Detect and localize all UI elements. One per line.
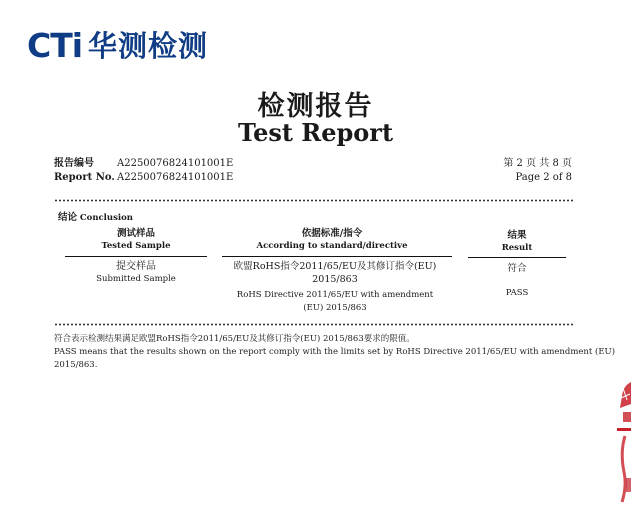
report-number-value-cn-row: A2250076824101001E <box>117 158 234 169</box>
standard-cn-line1: 欧盟RoHS指令2011/65/EU及其修订指令(EU) <box>233 261 437 272</box>
logo-latin-text: CTi <box>27 26 83 65</box>
report-title-en: Test Report <box>237 118 394 147</box>
note-cn: 符合表示检测结果满足欧盟RoHS指令2011/65/EU及其修订指令(EU) 2015/863要求的限值。 <box>54 334 415 344</box>
divider-bottom <box>54 323 574 326</box>
column-header-sample-en: Tested Sample <box>101 241 171 251</box>
report-number-label-en: Report No. <box>54 172 115 183</box>
table-row-sample <box>65 260 207 286</box>
column-header-standard-cn: 依据标准/指令 <box>301 228 363 239</box>
page-indicator-en: Page 2 of 8 <box>515 172 572 183</box>
page-indicator-cn: 第 2 页 共 8 页 <box>503 158 572 169</box>
report-title-cn: 检测报告 <box>257 91 374 122</box>
conclusion-label-cn: 结论 <box>58 212 78 223</box>
column-header-result-en: Result <box>501 243 533 253</box>
column-header-sample-cn: 测试样品 <box>116 228 155 239</box>
conclusion-label-en: Conclusion <box>79 213 133 223</box>
company-logo <box>27 26 208 66</box>
logo-chinese-text: 华测检测 <box>88 29 209 63</box>
table-row-result <box>468 262 566 298</box>
seal-stamp-fragment <box>614 382 631 504</box>
header-underline-standard <box>222 256 452 257</box>
standard-en-line1: RoHS Directive 2011/65/EU with amendment <box>236 290 434 300</box>
report-number-value: A2250076824101001E <box>117 172 234 183</box>
table-row-standard <box>215 260 455 315</box>
column-header-standard-en: According to standard/directive <box>256 241 408 251</box>
column-header-standard <box>222 227 442 253</box>
divider-top <box>54 199 574 202</box>
note-en-line1: PASS means that the results shown on the report comply with the limits set by RoHS Directive 2011/65/EU with amendment (EU) <box>54 347 616 357</box>
standard-cn-line2: 2015/863 <box>312 274 358 285</box>
report-number-label-cn: 报告编号 <box>54 158 94 169</box>
note-en-line2: 2015/863. <box>54 360 98 370</box>
conclusion-label <box>58 209 133 223</box>
sample-en: Submitted Sample <box>96 274 176 284</box>
column-header-result-cn: 结果 <box>507 230 527 241</box>
header-underline-sample <box>65 256 207 257</box>
result-cn: 符合 <box>507 263 527 274</box>
column-header-sample <box>65 227 207 253</box>
standard-en-line2: (EU) 2015/863 <box>303 303 367 313</box>
result-en: PASS <box>505 288 529 298</box>
column-header-result <box>468 229 566 255</box>
header-underline-result <box>468 257 566 258</box>
sample-cn: 提交样品 <box>116 261 156 272</box>
